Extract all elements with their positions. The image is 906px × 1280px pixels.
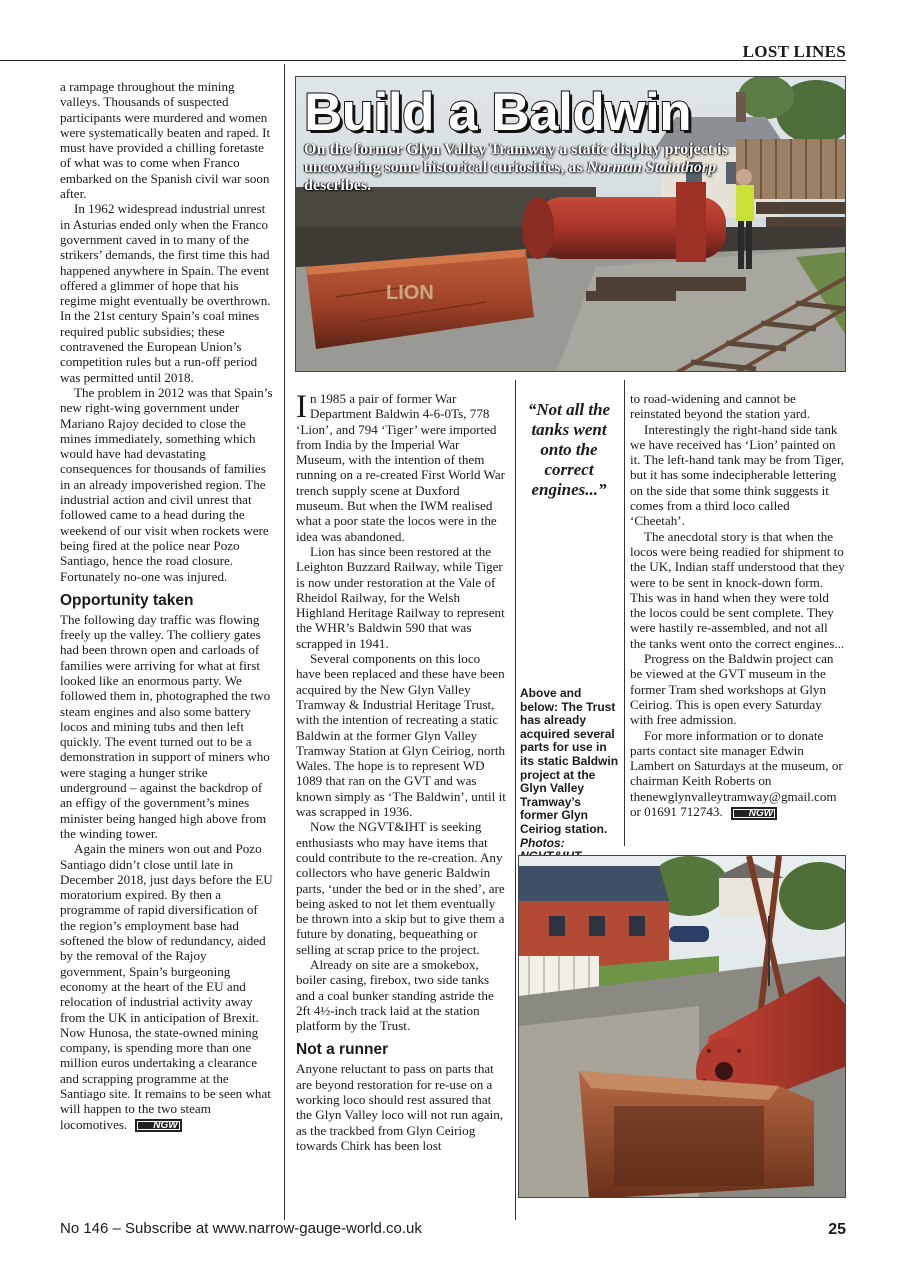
section-label: LOST LINES [742, 42, 846, 61]
hero-photo [295, 76, 846, 372]
article-column-2 [296, 391, 508, 1153]
tank-lettering: LION [386, 282, 434, 304]
column-rule [515, 380, 516, 1220]
paragraph: Lion has since been restored at the Leighton Buzzard Railway, while Tiger is now under restoration at the Vale of Rheidol Railway, for the Welsh Highland Heritage Railway to represent the WHR’s Baldwin 590 that was scrapped in 1941. [296, 543, 505, 651]
page-number: 25 [828, 1221, 846, 1238]
station-parts-photo [519, 856, 846, 1198]
header-rule [0, 60, 846, 61]
paragraph: Now the NGVT&IHT is seeking enthusiasts who may have items that could contribute to the re-creation. Any collectors who have generic Baldwin parts, ‘under the bed or in the shed’, are being asked to not let them eventually be thrown into a skip but to give them a future by donating, bequeathing or selling at scrap price to the project. [296, 819, 505, 957]
author-name: Norman Stainthorp [586, 159, 717, 176]
paragraph: to road-widening and cannot be reinstated beyond the station yard. [630, 391, 810, 422]
paragraph: The following day traffic was flowing freely up the valley. The colliery gates had been thrown open and carloads of families were arriving for what at first looked like an enormous party. We followed them in, photographed the two steam engines and also some battery locos and mining tubs and then left quickly. The event turned out to be a demonstration in support of miners who were staging a hunger strike underground – against the backdrop of an effigy of the government’s mines minister being hanged high above from the winding tower. [60, 611, 271, 841]
paragraph: Anyone reluctant to pass on parts that are beyond restoration for re-use on a working loco should rest assured that the Glyn Valley loco will not run again, as the trackbed from Glyn Ceiriog towards Chirk has been lost [296, 1061, 504, 1153]
article-title: Build a Baldwin [304, 83, 692, 142]
paragraph [296, 391, 508, 544]
article-column-4 [630, 391, 846, 820]
paragraph: Progress on the Baldwin project can be viewed at the GVT museum in the former Tram shed workshops at Glyn Ceiriog. This is open every Saturday with free admission. [630, 651, 834, 728]
subheading: Not a runner [296, 1041, 389, 1059]
paragraph: Several components on this loco have been replaced and these have been acquired by the New Glyn Valley Tramway & Industrial Heritage Trust, with the intention of recreating a static Baldwin at the former Glyn Valley Tramway Station at Glyn Ceiriog, north Wales. The hope is to represent WD 1089 that ran on the GVT and was known simply as ‘The Baldwin’, until it was scrapped in 1936. [296, 651, 506, 820]
paragraph: Already on site are a smokebox, boiler casing, firebox, two side tanks and a coal bunker standing astride the 2ft 4½-inch track laid at the station platform by the Trust. [296, 956, 494, 1034]
paragraph: The problem in 2012 was that Spain’s new right-wing government under Mariano Rajoy decided to close the mines immediately, something which would have had devastating consequences for thousands of families in an already impoverished region. The industrial action and civil unrest that followed came to a head during the weekend of our visit when rockets were being fired at the police near Pozo Santiago, hence the road closure. Fortunately no-one was injured. [60, 384, 273, 584]
paragraph: a rampage throughout the mining valleys. Thousands of suspected participants were murdered and women were systematically beaten and raped. It must have provided a chilling foretaste of what was to come when Franco embarked on the Spanish civil war soon after. [60, 79, 271, 202]
paragraph [630, 728, 846, 820]
footer-subscribe: No 146 – Subscribe at www.narrow-gauge-world.co.uk [60, 1220, 422, 1237]
paragraph-text: Again the miners won out and Pozo Santiago didn’t close until late in December 2018, just days before the EU moratorium expired. By then a programme of rapid diversification of the region’s employment base had softened the blow of redundancy, aided by the removal of the Rajoy government, Spain’s burgeoning economy at the heart of the EU and relocation of industrial activity away from the UK in anticipation of Brexit. Now Hunosa, the state-owned mining company, is spending more than one million euros undertaking a clearance and scrapping programme at the Santiago site. It remains to be seen what will happen to the two steam locomotives. [60, 841, 273, 1132]
paragraph: The anecdotal story is that when the locos were being readied for shipment to the UK, Indian staff understood that they were to be sent in knock-down form. This was in hand when they were told the locos could be sent complete. They were hastily re-assembled, and not all the tanks went onto the correct engines... [630, 528, 845, 651]
article-column-1 [60, 79, 275, 1132]
paragraph-text: For more information or to donate parts contact site manager Edwin Lambert on Saturdays at the museum, or chairman Keith Roberts on thenewglynvalleytramway@gmail.com or 01691 712743. [630, 727, 843, 820]
photo-credit: Photos: [520, 835, 565, 850]
subheading: Opportunity taken [60, 591, 194, 609]
standfirst-text: On the former Glyn Valley Tramway a static display project is uncovering some historical curiosities, as [304, 141, 728, 176]
paragraph-text: n 1985 a pair of former War Department Baldwin 4-6-0Ts, 778 ‘Lion’, and 794 ‘Tiger’ were imported from India by the Imperial War Museum, with the intention of them running on a re-created First World War trench supply scene at Duxford museum. But when the IWM realised what a poor state the locos were in the idea was abandoned. [296, 391, 506, 544]
ngw-end-logo: NGW [731, 807, 777, 820]
paragraph: Interestingly the right-hand side tank we have received has ‘Lion’ painted on it. The left-hand tank may be from Tiger, but it has some indecipherable lettering on the side that some think suggests it comes from a third loco called ‘Cheetah’. [630, 421, 845, 529]
station-photo [518, 855, 846, 1198]
drop-cap: I [296, 389, 307, 425]
photo-caption [520, 687, 620, 864]
column-rule [624, 380, 625, 846]
pull-quote: “Not all the tanks went onto the correct engines...” [527, 400, 611, 499]
paragraph: In 1962 widespread industrial unrest in Asturias ended only when the Franco government caved in to many of the strikers’ demands, the first time this had happened anywhere in Spain. The event offered a glimmer of hope that his regime might eventually be overthrown. In the 21st century Spain’s coal mines required public subsidies; these contravened the European Union’s competition rules but a run-off period was permitted until 2018. [60, 201, 271, 385]
caption-text: Above and below: The Trust has already acquired several parts for use in its static Baldwin project at the Glyn Valley Tramway’s former Glyn Ceiriog station. [520, 686, 619, 836]
ngw-end-logo: NGW [135, 1119, 181, 1132]
standfirst-end: describes. [304, 177, 372, 194]
column-rule [284, 64, 285, 1220]
standfirst [304, 141, 744, 195]
paragraph [60, 841, 275, 1132]
